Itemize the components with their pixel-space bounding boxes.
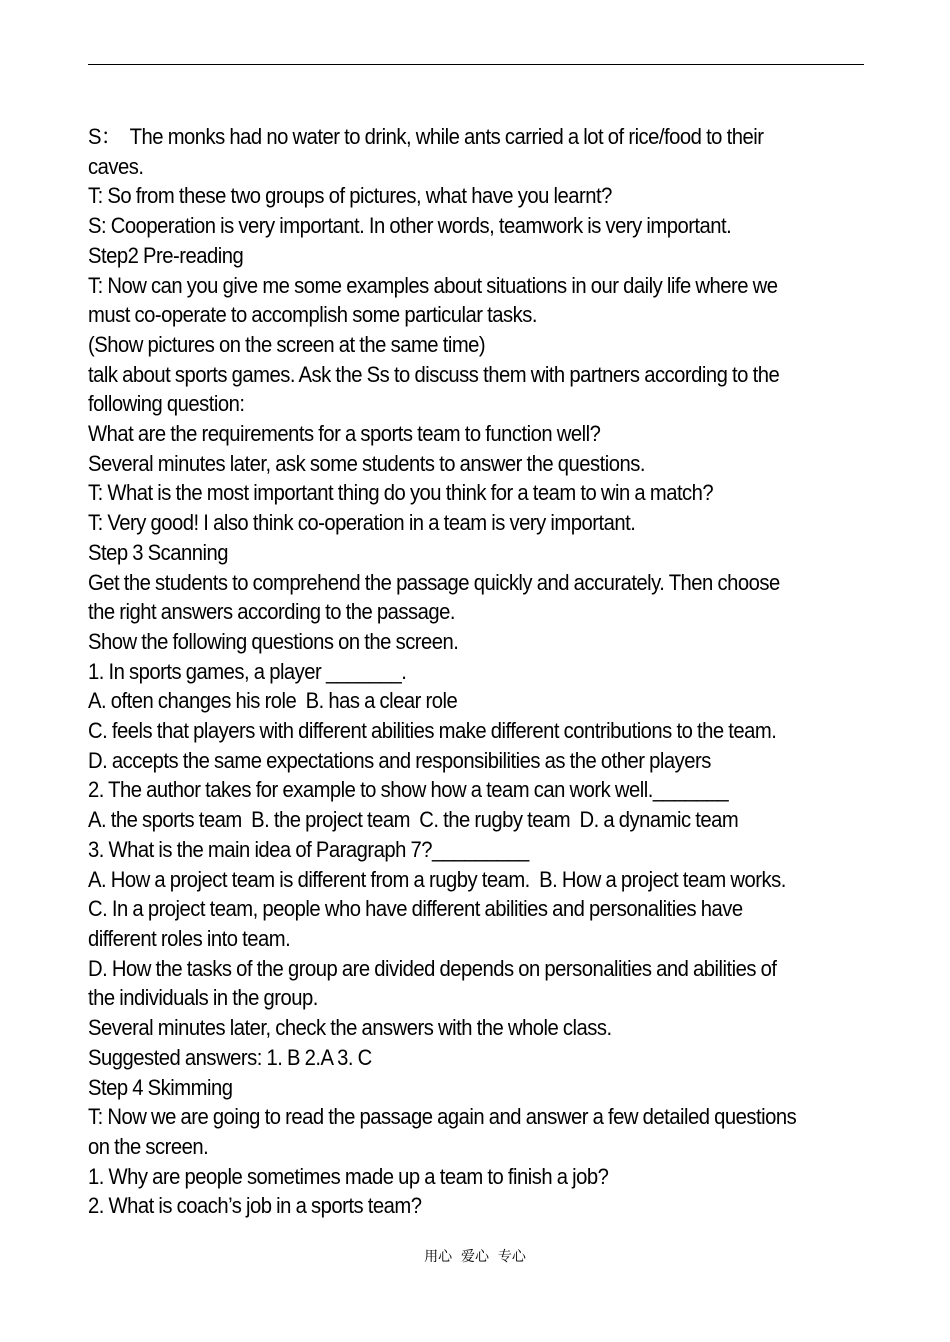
- question: 2. The author takes for example to show how a team can work well._______: [88, 777, 729, 803]
- document-body: [88, 122, 806, 1221]
- paragraph: (Show pictures on the screen at the same time): [88, 331, 486, 357]
- header-rule: [88, 64, 864, 65]
- answer-option: C. feels that players with different abilities make different contributions to the team.: [88, 718, 777, 744]
- paragraph: T: So from these two groups of pictures, what have you learnt?: [88, 183, 612, 209]
- paragraph: talk about sports games. Ask the Ss to discuss them with partners according to the following question:: [88, 361, 784, 417]
- answer-option: A. How a project team is different from a rugby team. B. How a project team works.: [88, 866, 786, 892]
- section-heading: Step 4 Skimming: [88, 1074, 233, 1100]
- paragraph: Get the students to comprehend the passage quickly and accurately. Then choose the right answers according to the passage.: [88, 569, 785, 625]
- question: 1. Why are people sometimes made up a team to finish a job?: [88, 1163, 609, 1189]
- answer-option: A. often changes his role B. has a clear role: [88, 688, 458, 714]
- paragraph: T: Now we are going to read the passage again and answer a few detailed questions on the screen.: [88, 1104, 801, 1159]
- question: 1. In sports games, a player _______.: [88, 658, 407, 684]
- answer-option: C. In a project team, people who have different abilities and personalities have different roles into team.: [88, 896, 748, 951]
- answer-option: D. How the tasks of the group are divided depends on personalities and abilities of the individuals in the group.: [88, 955, 782, 1011]
- section-heading: Step 3 Scanning: [88, 539, 229, 565]
- paragraph: Several minutes later, ask some students to answer the questions.: [88, 450, 645, 476]
- answer-option: D. accepts the same expectations and responsibilities as the other players: [88, 747, 711, 773]
- paragraph: T: Now can you give me some examples about situations in our daily life where we must co-operate to accomplish some particular tasks.: [88, 272, 783, 328]
- section-heading: Step2 Pre-reading: [88, 242, 244, 268]
- question: 3. What is the main idea of Paragraph 7?_________: [88, 836, 529, 862]
- page-footer: 用心 爱心 专心: [424, 1249, 526, 1265]
- paragraph: Show the following questions on the screen.: [88, 628, 459, 654]
- paragraph: Suggested answers: 1. B 2.A 3. C: [88, 1044, 372, 1070]
- paragraph: T: Very good! I also think co-operation in a team is very important.: [88, 510, 636, 536]
- paragraph: S: Cooperation is very important. In other words, teamwork is very important.: [88, 213, 732, 239]
- paragraph: S： The monks had no water to drink, while ants carried a lot of rice/food to their caves.: [88, 124, 769, 179]
- answer-option: A. the sports team B. the project team C. the rugby team D. a dynamic team: [88, 807, 739, 833]
- paragraph: Several minutes later, check the answers with the whole class.: [88, 1015, 612, 1041]
- paragraph: T: What is the most important thing do you think for a team to win a match?: [88, 480, 714, 506]
- question: 2. What is coach’s job in a sports team?: [88, 1193, 422, 1219]
- paragraph: What are the requirements for a sports team to function well?: [88, 421, 601, 447]
